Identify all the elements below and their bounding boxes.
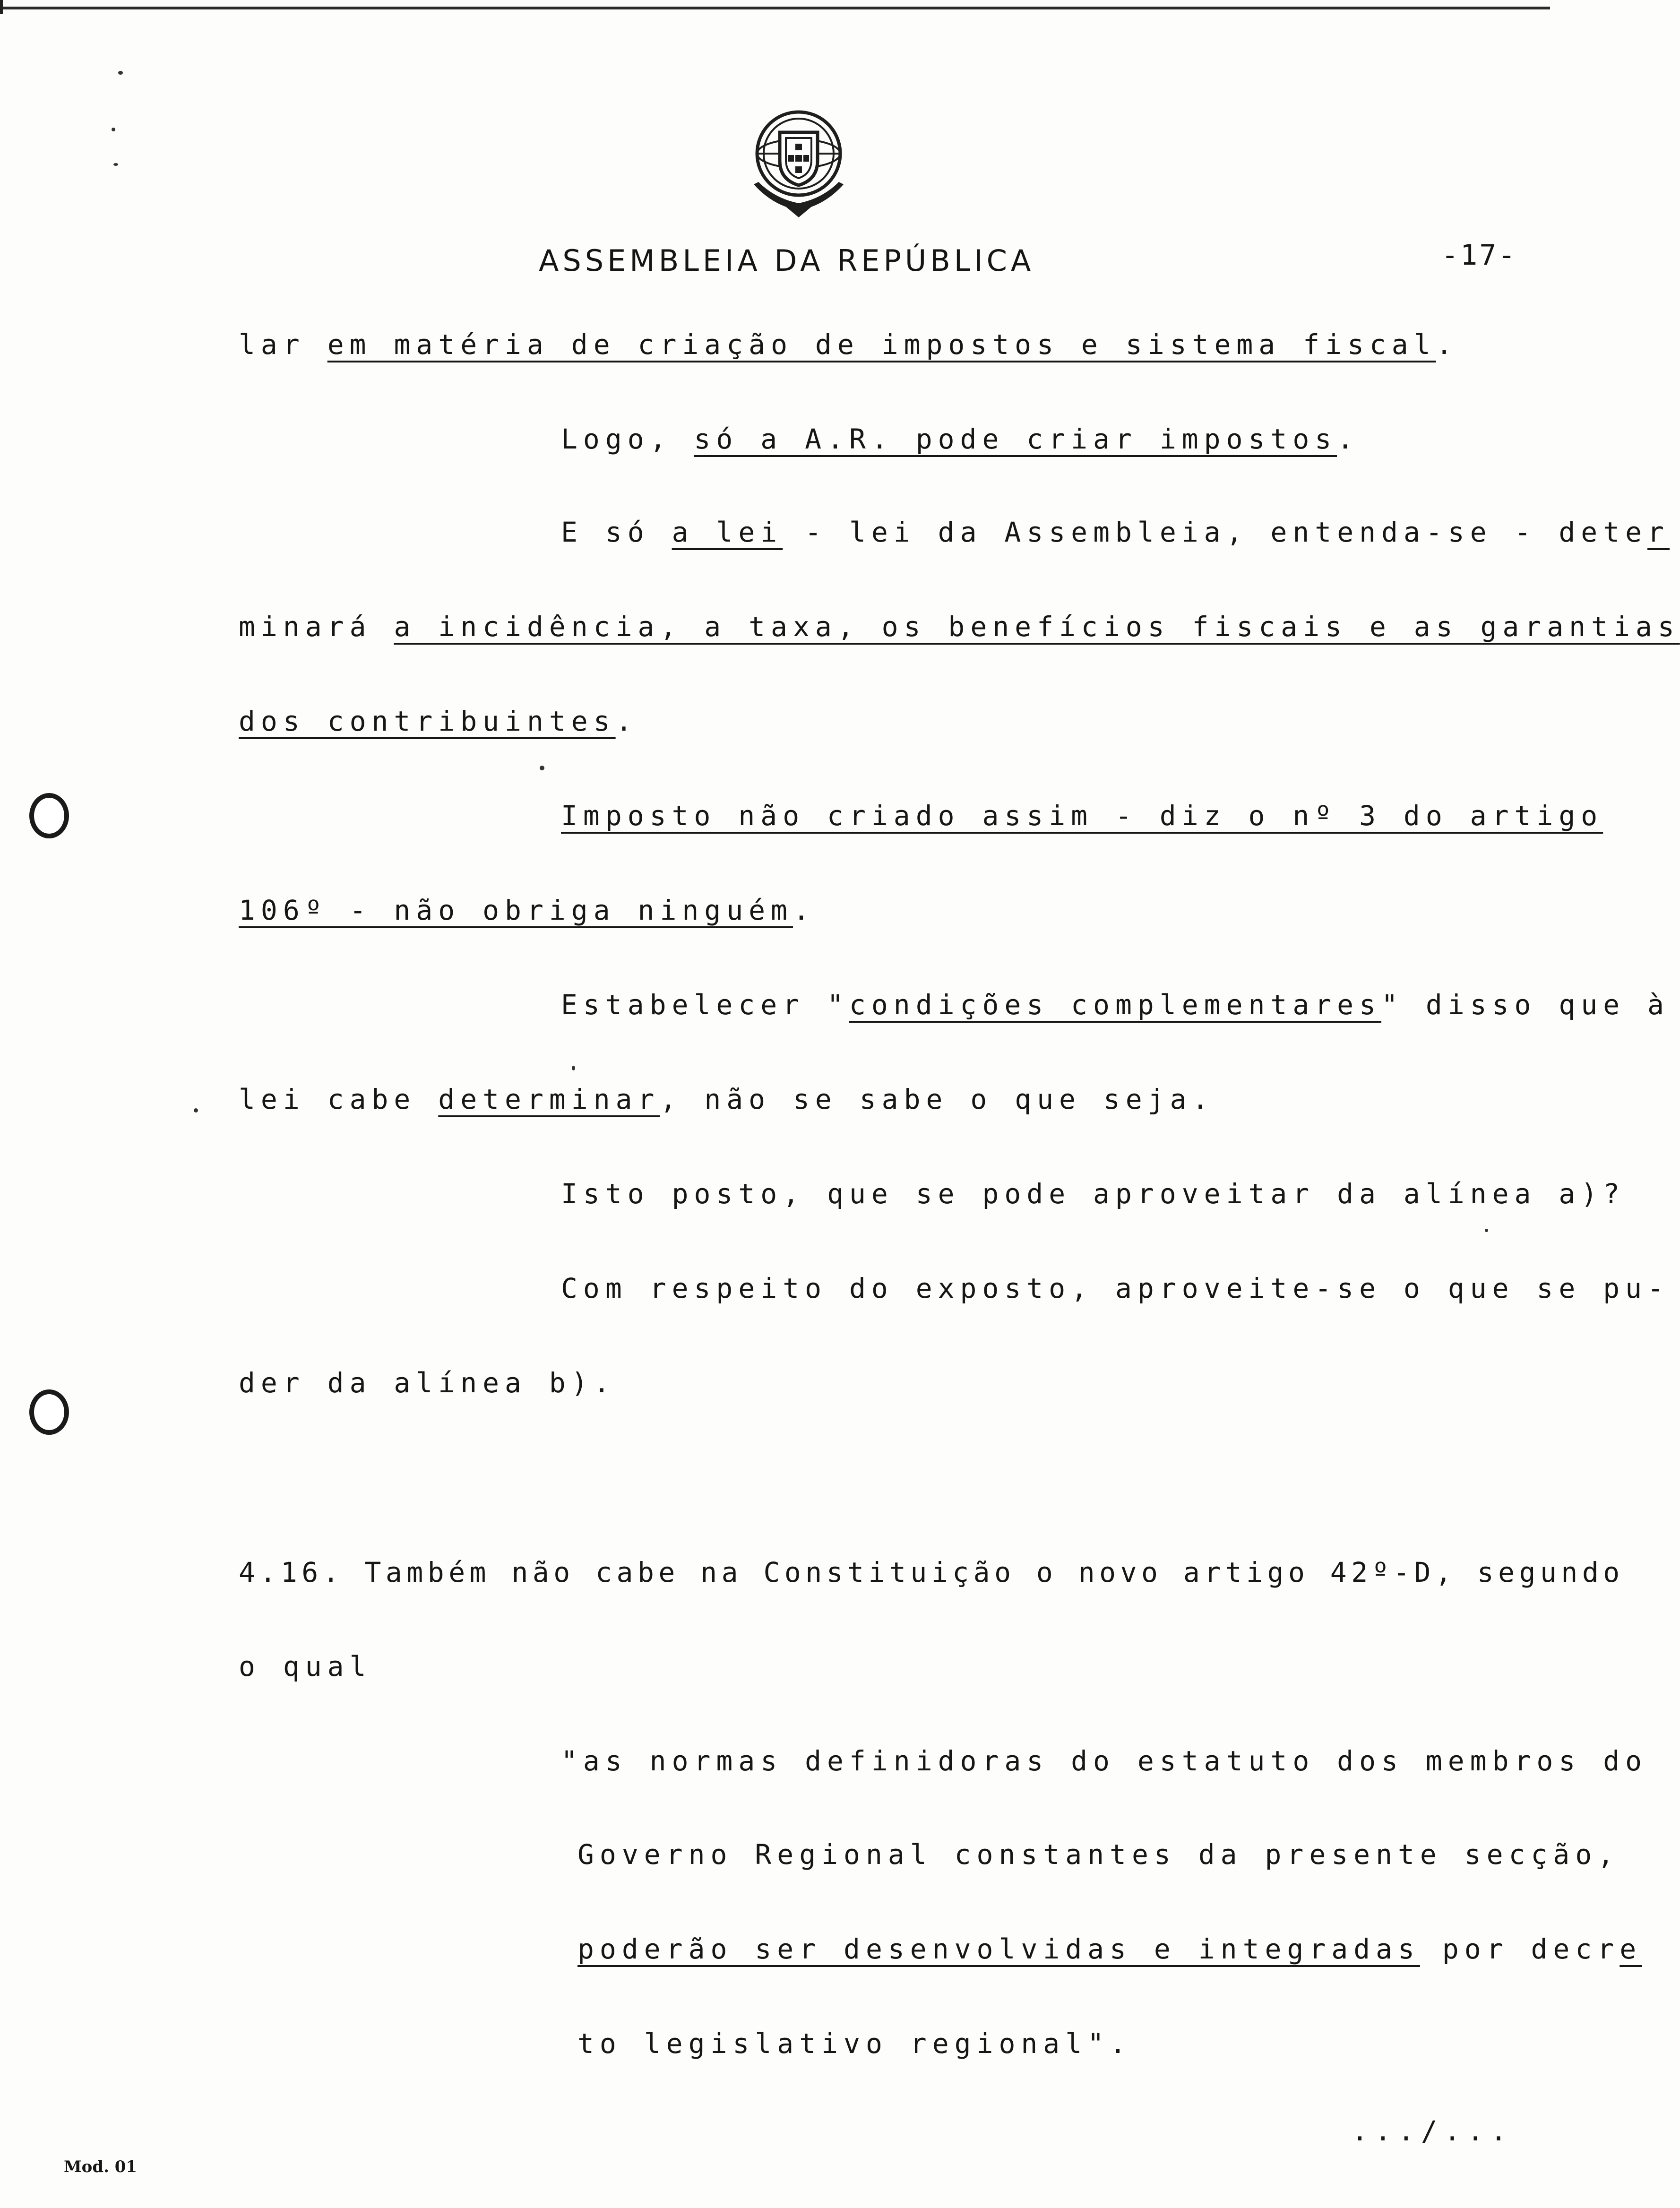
- coat-of-arms-emblem: [744, 104, 853, 217]
- binder-hole-bottom: [29, 1389, 69, 1435]
- text-line: Imposto não criado assim - diz o nº 3 do artigo: [561, 800, 1603, 832]
- scan-speck: [112, 128, 115, 131]
- text-line: dos contribuintes.: [239, 705, 638, 737]
- text-line: Logo, só a A.R. pode criar impostos.: [561, 423, 1360, 455]
- text-line: lar em matéria de criação de impostos e sistema fiscal.: [239, 328, 1458, 361]
- scan-speck: [572, 1066, 575, 1070]
- scan-speck: [113, 163, 118, 166]
- section-heading-line: 4.16. Também não cabe na Constituição o novo artigo 42º-D, segundo: [239, 1556, 1624, 1588]
- continuation-mark: .../...: [1352, 2115, 1514, 2147]
- scan-speck: [194, 1108, 198, 1113]
- text-line: 106º - não obriga ninguém.: [239, 894, 815, 926]
- text-line: E só a lei - lei da Assembleia, entenda-se - deter: [561, 516, 1670, 548]
- text-line: lei cabe determinar, não se sabe o que seja.: [239, 1083, 1215, 1115]
- page-header-title: ASSEMBLEIA DA REPÚBLICA: [539, 243, 1035, 278]
- quote-line: "as normas definidoras do estatuto dos membros do: [561, 1745, 1648, 1777]
- quote-line: Governo Regional constantes da presente secção,: [577, 1838, 1620, 1871]
- text-line: o qual: [239, 1650, 372, 1682]
- top-border-line: [0, 7, 1550, 9]
- form-code-label: Mod. 01: [64, 2157, 138, 2176]
- text-line: Estabelecer "condições complementares" disso que à: [561, 989, 1670, 1021]
- binder-hole-top: [29, 793, 69, 838]
- left-edge-mark: [0, 0, 3, 14]
- scan-speck: [118, 71, 123, 75]
- text-line: Com respeito do exposto, aproveite-se o que se pu-: [561, 1272, 1670, 1304]
- text-line: Isto posto, que se pode aproveitar da alínea a)?: [561, 1178, 1626, 1210]
- text-line: minará a incidência, a taxa, os benefícios fiscais e as garantias: [239, 611, 1680, 643]
- scan-speck: [540, 766, 544, 770]
- text-line: der da alínea b).: [239, 1367, 616, 1399]
- scan-speck: [1485, 1229, 1488, 1232]
- quote-line: to legislativo regional".: [577, 2027, 1132, 2060]
- quote-line: poderão ser desenvolvidas e integradas por decre: [577, 1933, 1642, 1965]
- page-number: -17-: [1441, 239, 1517, 272]
